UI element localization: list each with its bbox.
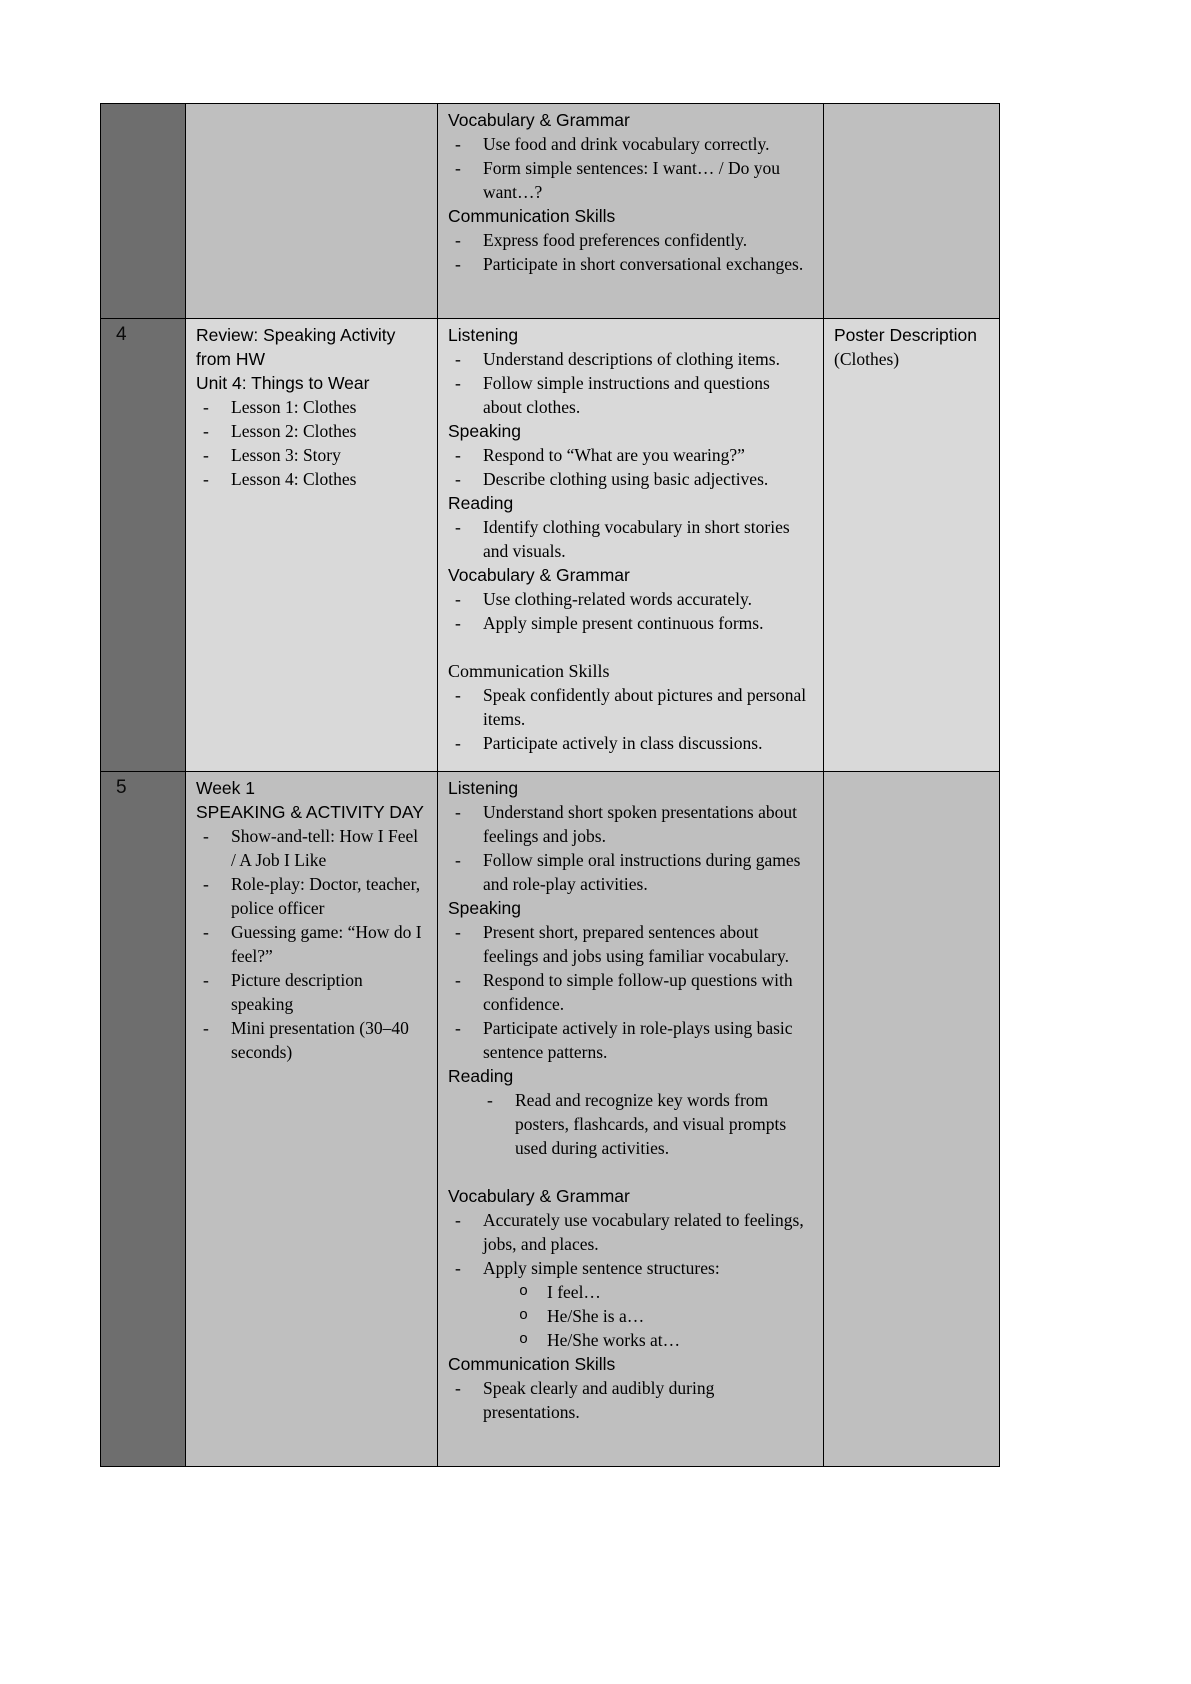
- bullet-item: [196, 872, 427, 920]
- bullet-marker: -: [455, 1378, 461, 1398]
- table-row: [101, 104, 1000, 319]
- bullet-text: Follow simple oral instructions during games and role-play activities.: [483, 850, 801, 894]
- bullet-marker: -: [455, 254, 461, 274]
- bullet-marker: -: [455, 850, 461, 870]
- bullet-marker: -: [455, 230, 461, 250]
- bullet-text: Apply simple present continuous forms.: [483, 613, 764, 633]
- section-heading: Unit 4: Things to Wear: [196, 373, 370, 393]
- assessment-cell: [824, 319, 1000, 772]
- bullet-item: [196, 920, 427, 968]
- bullet-text: Participate actively in role-plays using basic sentence patterns.: [483, 1018, 793, 1062]
- bullet-text: He/She is a…: [547, 1306, 645, 1326]
- bullet-marker: -: [203, 397, 209, 417]
- objectives-cell: [438, 319, 824, 772]
- bullet-marker: -: [203, 445, 209, 465]
- section-heading: SPEAKING & ACTIVITY DAY: [196, 802, 424, 822]
- assessment-cell: [824, 772, 1000, 1467]
- section-heading: Week 1: [196, 778, 256, 798]
- bullet-text: Apply simple sentence structures:: [483, 1258, 720, 1278]
- bullet-item: [448, 132, 813, 156]
- bullet-marker: -: [203, 826, 209, 846]
- section-heading: Communication Skills: [448, 206, 616, 226]
- bullet-text: Describe clothing using basic adjectives.: [483, 469, 769, 489]
- bullet-item: [448, 731, 813, 755]
- spacer: [448, 635, 813, 659]
- bullet-text: Speak clearly and audibly during presentations.: [483, 1378, 715, 1422]
- objectives-cell: [438, 104, 824, 319]
- bullet-item: [196, 1016, 427, 1064]
- bullet-text: Lesson 1: Clothes: [231, 397, 357, 417]
- bullet-text: Speak confidently about pictures and personal items.: [483, 685, 807, 729]
- bullet-item: [448, 347, 813, 371]
- bullet-item: [448, 1016, 813, 1064]
- bullet-text: Lesson 2: Clothes: [231, 421, 357, 441]
- bullet-item: [448, 683, 813, 731]
- bullet-text: Use clothing-related words accurately.: [483, 589, 753, 609]
- paragraph: (Clothes): [834, 349, 900, 369]
- section-heading: Listening: [448, 325, 519, 345]
- bullet-text: Form simple sentences: I want… / Do you want…?: [483, 158, 780, 202]
- bullet-item: [196, 824, 427, 872]
- bullet-marker: -: [455, 685, 461, 705]
- bullet-text: Express food preferences confidently.: [483, 230, 748, 250]
- bullet-text: Mini presentation (30–40 seconds): [231, 1018, 409, 1062]
- assessment-cell: [824, 104, 1000, 319]
- bullet-text: He/She works at…: [547, 1330, 681, 1350]
- bullet-marker: -: [455, 469, 461, 489]
- bullet-item: [448, 920, 813, 968]
- bullet-item: [448, 1208, 813, 1256]
- bullet-item: [448, 252, 813, 276]
- bullet-item: [448, 1376, 813, 1424]
- bullet-text: Accurately use vocabulary related to feelings, jobs, and places.: [483, 1210, 804, 1254]
- bullet-item: [448, 515, 813, 563]
- sub-bullet-item: [512, 1280, 813, 1304]
- bullet-item: [448, 587, 813, 611]
- section-heading: Poster Description: [834, 325, 977, 345]
- bullet-marker: o: [519, 1331, 529, 1348]
- bullet-item: [196, 395, 427, 419]
- week-number: 5: [116, 777, 127, 798]
- section-heading: Review: Speaking Activity from HW: [196, 325, 396, 369]
- table-row: [101, 772, 1000, 1467]
- bullet-item: [196, 443, 427, 467]
- section-heading: Listening: [448, 778, 519, 798]
- section-heading: Speaking: [448, 898, 521, 918]
- bullet-item: [448, 800, 813, 848]
- bullet-marker: -: [455, 733, 461, 753]
- section-heading: Communication Skills: [448, 1354, 616, 1374]
- bullet-text: I feel…: [547, 1282, 601, 1302]
- topic-cell: [186, 772, 438, 1467]
- bullet-text: Lesson 3: Story: [231, 445, 341, 465]
- bullet-item: [480, 1088, 813, 1160]
- bullet-marker: -: [455, 1018, 461, 1038]
- bullet-text: Understand descriptions of clothing items.: [483, 349, 780, 369]
- bullet-marker: -: [455, 158, 461, 178]
- bullet-marker: o: [519, 1307, 529, 1324]
- section-heading: Vocabulary & Grammar: [448, 565, 630, 585]
- bullet-item: [196, 467, 427, 491]
- bullet-item: [448, 848, 813, 896]
- bullet-text: Understand short spoken presentations about feelings and jobs.: [483, 802, 797, 846]
- bullet-marker: -: [203, 874, 209, 894]
- bullet-text: Use food and drink vocabulary correctly.: [483, 134, 770, 154]
- bullet-marker: -: [455, 445, 461, 465]
- bullet-marker: -: [455, 373, 461, 393]
- section-heading: Speaking: [448, 421, 521, 441]
- bullet-marker: -: [203, 922, 209, 942]
- bullet-text: Role-play: Doctor, teacher, police officer: [231, 874, 421, 918]
- spacer: [448, 1160, 813, 1184]
- section-heading: Communication Skills: [448, 661, 610, 681]
- bullet-text: Show-and-tell: How I Feel / A Job I Like: [231, 826, 419, 870]
- bullet-marker: -: [455, 134, 461, 154]
- week-cell: [101, 772, 186, 1467]
- bullet-text: Participate in short conversational exchanges.: [483, 254, 804, 274]
- bullet-marker: -: [455, 349, 461, 369]
- table-row: [101, 319, 1000, 772]
- bullet-item: [448, 611, 813, 635]
- bullet-text: Follow simple instructions and questions about clothes.: [483, 373, 770, 417]
- topic-cell: [186, 104, 438, 319]
- bullet-marker: -: [455, 1210, 461, 1230]
- bullet-item: [196, 419, 427, 443]
- bullet-text: Identify clothing vocabulary in short stories and visuals.: [483, 517, 790, 561]
- bullet-marker: -: [455, 589, 461, 609]
- bullet-text: Picture description speaking: [231, 970, 363, 1014]
- week-cell: [101, 104, 186, 319]
- topic-cell: [186, 319, 438, 772]
- bullet-text: Respond to simple follow-up questions with confidence.: [483, 970, 793, 1014]
- bullet-text: Lesson 4: Clothes: [231, 469, 357, 489]
- bullet-marker: -: [455, 517, 461, 537]
- bullet-text: Read and recognize key words from posters, flashcards, and visual prompts used during activities.: [515, 1090, 787, 1158]
- bullet-text: Present short, prepared sentences about feelings and jobs using familiar vocabulary.: [483, 922, 790, 966]
- bullet-item: [196, 968, 427, 1016]
- section-heading: Vocabulary & Grammar: [448, 1186, 630, 1206]
- bullet-item: [448, 1256, 813, 1280]
- bullet-text: Respond to “What are you wearing?”: [483, 445, 745, 465]
- bullet-item: [448, 371, 813, 419]
- section-heading: Vocabulary & Grammar: [448, 110, 630, 130]
- bullet-marker: -: [203, 970, 209, 990]
- bullet-item: [448, 156, 813, 204]
- bullet-marker: -: [455, 802, 461, 822]
- bullet-item: [448, 443, 813, 467]
- bullet-item: [448, 968, 813, 1016]
- week-number: 4: [116, 324, 127, 345]
- week-cell: [101, 319, 186, 772]
- bullet-text: Guessing game: “How do I feel?”: [231, 922, 422, 966]
- bullet-marker: -: [455, 970, 461, 990]
- bullet-marker: -: [203, 1018, 209, 1038]
- bullet-item: [448, 467, 813, 491]
- bullet-marker: -: [455, 613, 461, 633]
- bullet-marker: -: [455, 922, 461, 942]
- section-heading: Reading: [448, 1066, 514, 1086]
- sub-bullet-item: [512, 1328, 813, 1352]
- sub-bullet-item: [512, 1304, 813, 1328]
- bullet-marker: o: [519, 1283, 529, 1300]
- bullet-text: Participate actively in class discussions.: [483, 733, 763, 753]
- objectives-cell: [438, 772, 824, 1467]
- bullet-item: [448, 228, 813, 252]
- bullet-marker: -: [203, 421, 209, 441]
- bullet-marker: -: [487, 1090, 493, 1110]
- bullet-marker: -: [203, 469, 209, 489]
- curriculum-table: [100, 103, 1000, 1467]
- bullet-marker: -: [455, 1258, 461, 1278]
- section-heading: Reading: [448, 493, 514, 513]
